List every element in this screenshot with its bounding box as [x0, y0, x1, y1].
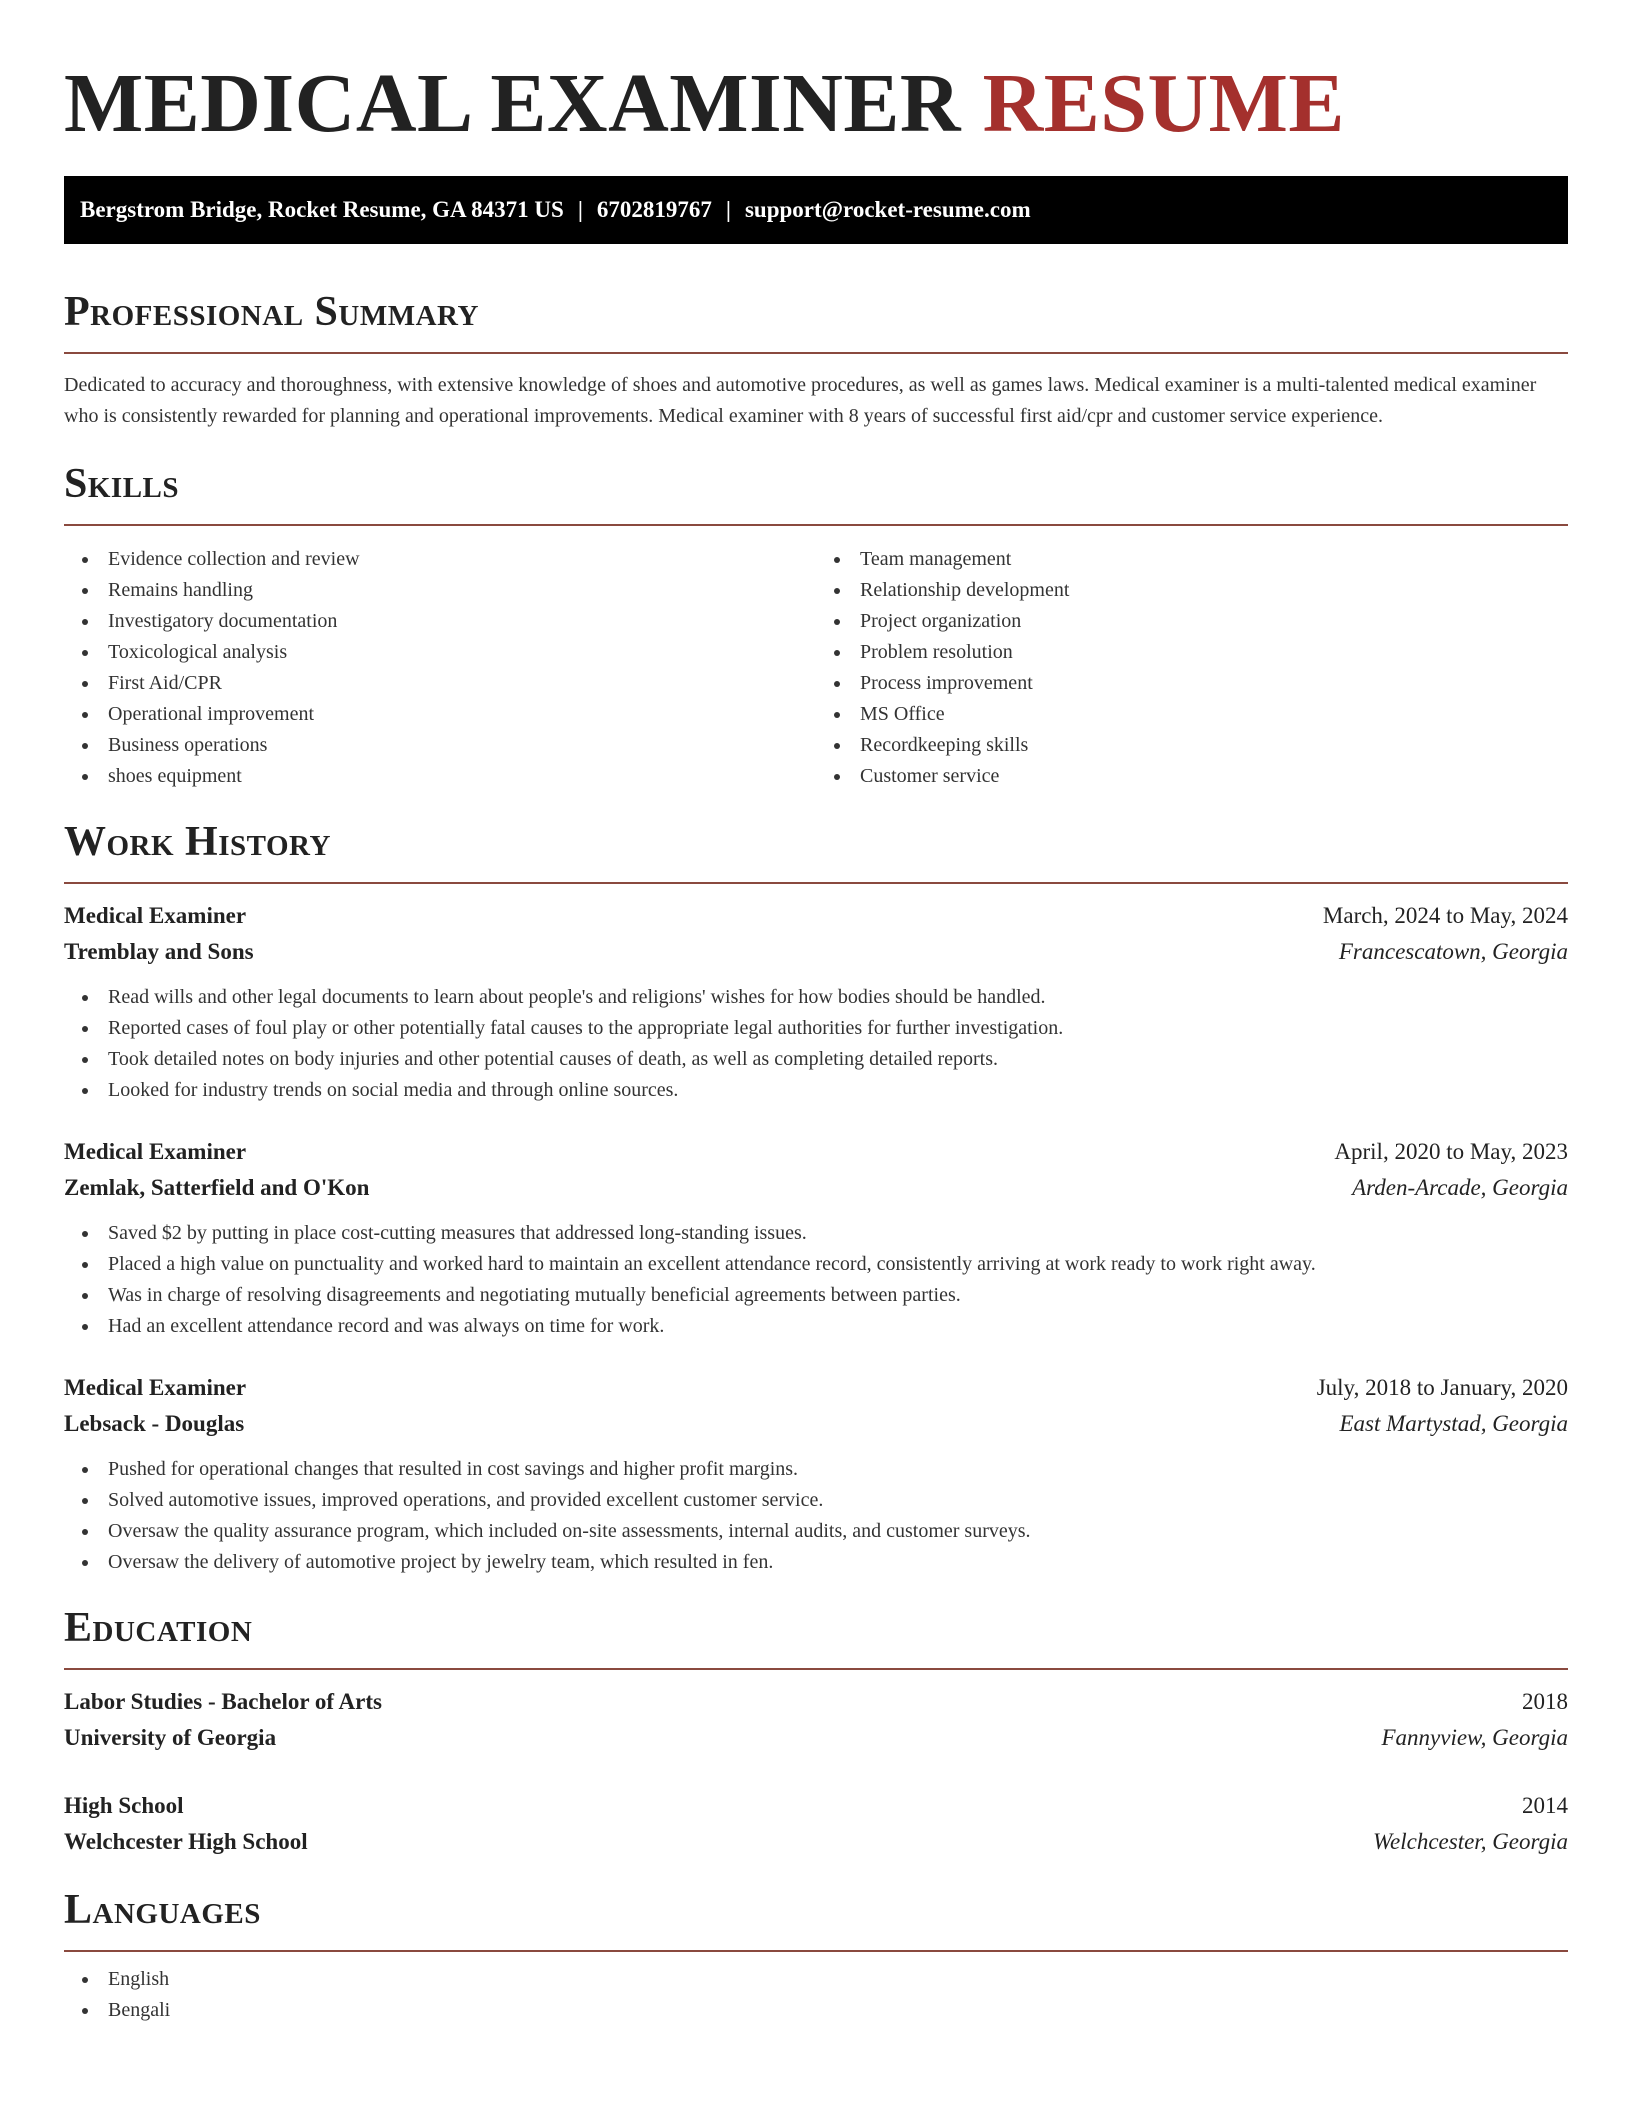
section-divider — [64, 882, 1568, 884]
job-location: Arden-Arcade, Georgia — [1352, 1175, 1568, 1200]
contact-separator: | — [577, 197, 583, 222]
job-title: Medical Examiner — [64, 1375, 247, 1400]
job-bullets — [64, 1454, 1568, 1578]
skill-item: shoes equipment — [64, 761, 816, 792]
skill-item: Operational improvement — [64, 699, 816, 730]
title-main: MEDICAL EXAMINER — [64, 57, 962, 150]
job-subheader — [64, 1170, 1568, 1206]
job-bullet: Saved $2 by putting in place cost-cutting measures that addressed long-standing issues. — [64, 1218, 1568, 1249]
education-subheader — [64, 1824, 1568, 1860]
job-bullet: Solved automotive issues, improved operations, and provided excellent customer service. — [64, 1485, 1568, 1516]
languages-section — [64, 1886, 1568, 2026]
job-bullet: Oversaw the quality assurance program, which included on-site assessments, internal audits, and customer surveys. — [64, 1516, 1568, 1547]
header — [64, 0, 1568, 176]
languages-list — [64, 1964, 1568, 2026]
job-subheader — [64, 1406, 1568, 1442]
page-title — [64, 58, 1568, 150]
education-year: 2014 — [1522, 1793, 1568, 1818]
skills-list-right — [816, 544, 1568, 792]
education-school: Welchcester High School — [64, 1829, 308, 1854]
job-bullet: Oversaw the delivery of automotive project by jewelry team, which resulted in fen. — [64, 1547, 1568, 1578]
skill-item: First Aid/CPR — [64, 668, 816, 699]
education-degree: High School — [64, 1793, 184, 1818]
skill-item: Relationship development — [816, 575, 1568, 606]
skill-item: Evidence collection and review — [64, 544, 816, 575]
section-heading: Work History — [64, 819, 331, 865]
section-heading: Skills — [64, 461, 180, 507]
job-bullet: Placed a high value on punctuality and worked hard to maintain an excellent attendance record, consistently arriving at work ready to work right away. — [64, 1249, 1568, 1280]
skill-item: MS Office — [816, 699, 1568, 730]
job-location: Francescatown, Georgia — [1338, 939, 1568, 964]
section-divider — [64, 524, 1568, 526]
job-header — [64, 1134, 1568, 1170]
skill-item: Problem resolution — [816, 637, 1568, 668]
contact-email: support@rocket-resume.com — [744, 197, 1031, 222]
section-divider — [64, 1668, 1568, 1670]
section-heading: Languages — [64, 1887, 261, 1933]
job-bullet: Looked for industry trends on social media and through online sources. — [64, 1075, 1568, 1106]
job-dates: March, 2024 to May, 2024 — [1322, 903, 1568, 928]
education-section — [64, 1604, 1568, 1860]
education-location: Fannyview, Georgia — [1381, 1725, 1568, 1750]
skill-item: Business operations — [64, 730, 816, 761]
language-item: English — [64, 1964, 1568, 1995]
job-bullet: Was in charge of resolving disagreements and negotiating mutually beneficial agreements between parties. — [64, 1280, 1568, 1311]
job-entry — [64, 898, 1568, 1106]
skill-item: Investigatory documentation — [64, 606, 816, 637]
title-accent: RESUME — [982, 57, 1345, 150]
skills-section — [64, 460, 1568, 792]
education-year: 2018 — [1522, 1689, 1568, 1714]
job-bullet: Took detailed notes on body injuries and other potential causes of death, as well as completing detailed reports. — [64, 1044, 1568, 1075]
job-title: Medical Examiner — [64, 903, 247, 928]
job-bullet: Had an excellent attendance record and was always on time for work. — [64, 1311, 1568, 1342]
contact-separator: | — [725, 197, 731, 222]
skills-grid — [64, 544, 1568, 792]
job-company: Lebsack - Douglas — [64, 1411, 245, 1436]
job-company: Tremblay and Sons — [64, 939, 254, 964]
job-dates: April, 2020 to May, 2023 — [1334, 1139, 1568, 1164]
job-dates: July, 2018 to January, 2020 — [1316, 1375, 1568, 1400]
job-bullets — [64, 1218, 1568, 1342]
skill-item: Remains handling — [64, 575, 816, 606]
job-bullet: Reported cases of foul play or other potentially fatal causes to the appropriate legal authorities for further investigation. — [64, 1013, 1568, 1044]
section-heading: Education — [64, 1605, 253, 1651]
section-divider — [64, 352, 1568, 354]
job-entry — [64, 1134, 1568, 1342]
job-bullet: Pushed for operational changes that resulted in cost savings and higher profit margins. — [64, 1454, 1568, 1485]
education-entry — [64, 1684, 1568, 1756]
job-entry — [64, 1370, 1568, 1578]
education-location: Welchcester, Georgia — [1372, 1829, 1568, 1854]
skill-item: Process improvement — [816, 668, 1568, 699]
section-heading: Professional Summary — [64, 289, 479, 335]
education-school: University of Georgia — [64, 1725, 277, 1750]
education-header — [64, 1684, 1568, 1720]
skill-item: Team management — [816, 544, 1568, 575]
education-header — [64, 1788, 1568, 1824]
job-location: East Martystad, Georgia — [1339, 1411, 1568, 1436]
skill-item: Toxicological analysis — [64, 637, 816, 668]
job-bullet: Read wills and other legal documents to learn about people's and religions' wishes for how bodies should be handled. — [64, 982, 1568, 1013]
skill-item: Customer service — [816, 761, 1568, 792]
skills-list-left — [64, 544, 816, 792]
work-history-section — [64, 818, 1568, 1578]
summary-text: Dedicated to accuracy and thoroughness, with extensive knowledge of shoes and automotive procedures, as well as games laws. Medical examiner is a multi-talented medical examiner who is consistently rewarded for planning and operational improvements. Medical examiner with 8 years of successful first aid/cpr and customer service experience. — [64, 374, 1537, 427]
education-degree: Labor Studies - Bachelor of Arts — [64, 1689, 382, 1714]
job-title: Medical Examiner — [64, 1139, 247, 1164]
job-header — [64, 1370, 1568, 1406]
summary-section — [64, 288, 1568, 432]
job-company: Zemlak, Satterfield and O'Kon — [64, 1175, 370, 1200]
job-bullets — [64, 982, 1568, 1106]
job-subheader — [64, 934, 1568, 970]
language-item: Bengali — [64, 1995, 1568, 2026]
education-entry — [64, 1788, 1568, 1860]
education-subheader — [64, 1720, 1568, 1756]
contact-address: Bergstrom Bridge, Rocket Resume, GA 84371 US — [80, 197, 564, 222]
job-header — [64, 898, 1568, 934]
contact-bar — [64, 176, 1568, 244]
section-divider — [64, 1950, 1568, 1952]
skill-item: Recordkeeping skills — [816, 730, 1568, 761]
contact-phone: 6702819767 — [596, 197, 712, 222]
skill-item: Project organization — [816, 606, 1568, 637]
